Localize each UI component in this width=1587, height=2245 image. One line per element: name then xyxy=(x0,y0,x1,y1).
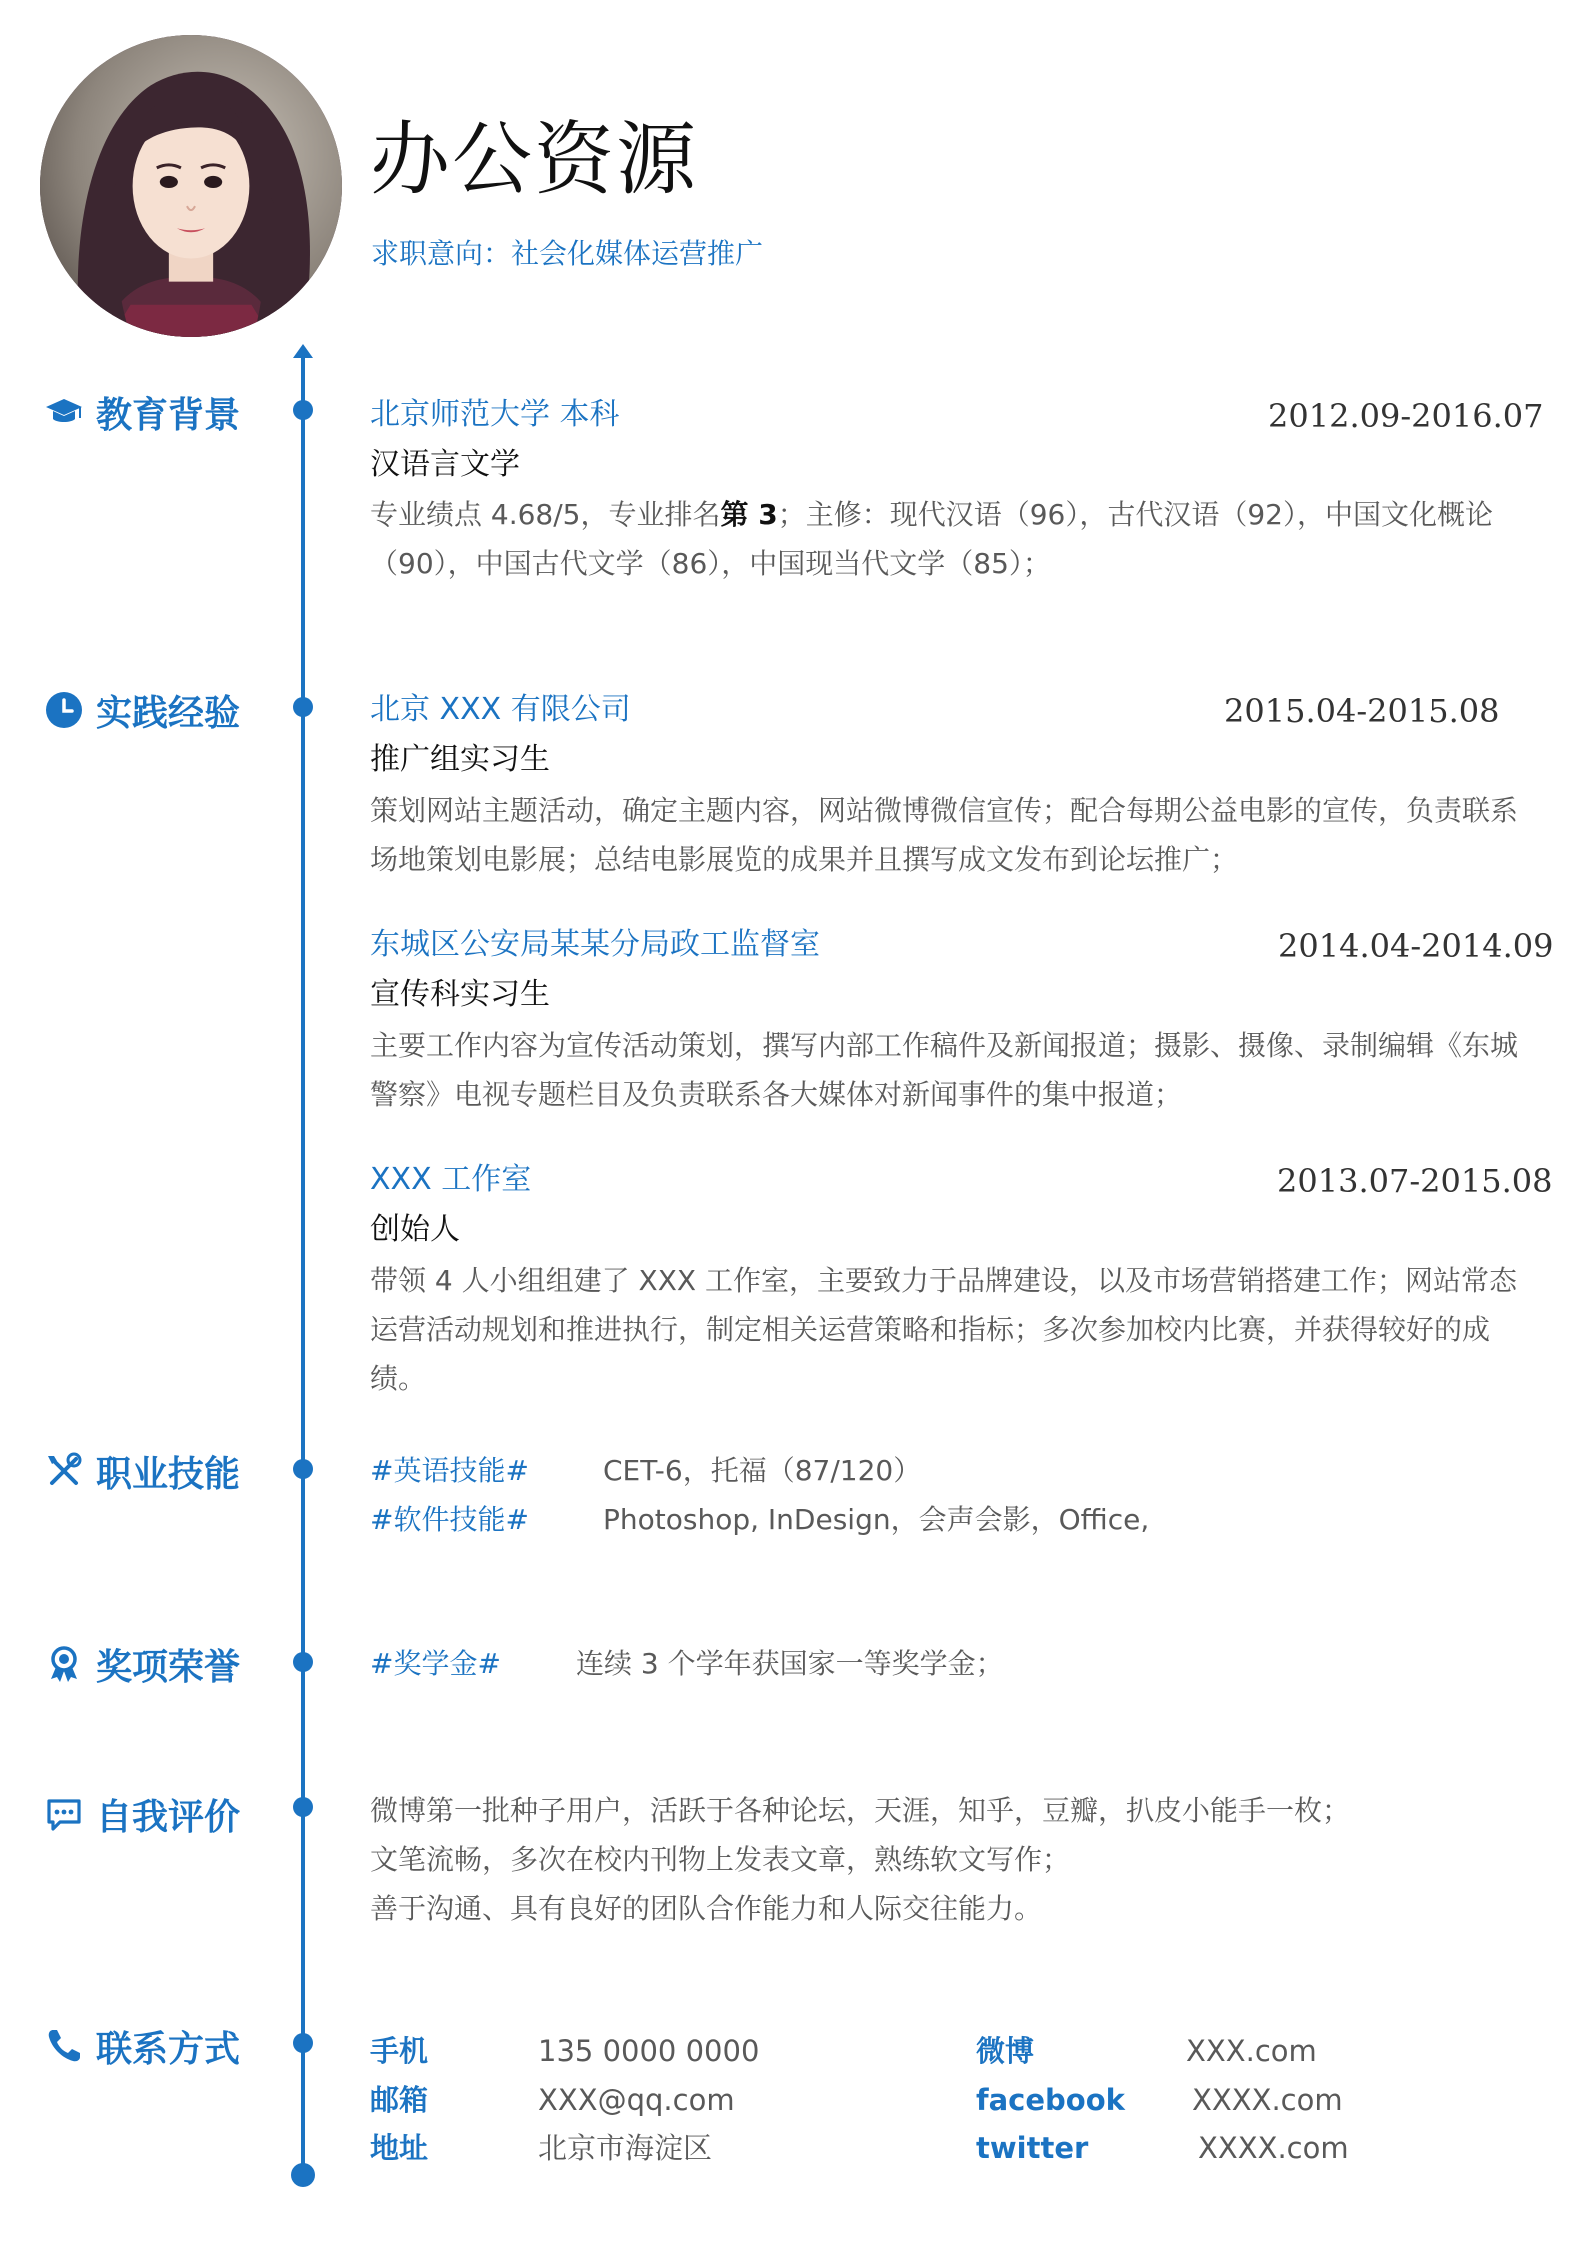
practice-org: XXX 工作室 xyxy=(370,1162,532,1197)
skill-label: #软件技能# xyxy=(370,1503,529,1536)
contact-value-mobile: 135 0000 0000 xyxy=(538,2034,760,2068)
practice-org: 北京 XXX 有限公司 xyxy=(370,692,631,727)
section-title-text: 奖项荣誉 xyxy=(96,1646,241,1688)
self-evaluation-line: 微博第一批种子用户，活跃于各种论坛，天涯，知乎，豆瓣，扒皮小能手一枚； xyxy=(370,1794,1351,1827)
candidate-name: 办公资源 xyxy=(370,113,698,206)
skill-value: CET-6，托福（87/120） xyxy=(603,1454,922,1487)
practice-description: 主要工作内容为宣传活动策划，撰写内部工作稿件及新闻报道；摄影、摄像、录制编辑《东城警察》电视专题栏目及负责联系各大媒体对新闻事件的集中报道； xyxy=(370,1029,1519,1111)
phone-icon xyxy=(44,2026,84,2066)
timeline-dot xyxy=(293,1797,313,1817)
section-title-contact xyxy=(44,2026,241,2070)
section-title-text: 教育背景 xyxy=(96,394,241,436)
section-title-text: 实践经验 xyxy=(96,692,241,734)
education-date: 2012.09-2016.07 xyxy=(1268,397,1544,435)
section-title-text: 联系方式 xyxy=(96,2028,241,2070)
practice-description: 策划网站主题活动，确定主题内容，网站微博微信宣传；配合每期公益电影的宣传，负责联系场地策划电影展；总结电影展览的成果并且撰写成文发布到论坛推广； xyxy=(370,794,1519,876)
timeline-dot xyxy=(293,1459,313,1479)
timeline-end-dot xyxy=(291,2163,315,2187)
self-evaluation-line: 善于沟通、具有良好的团队合作能力和人际交往能力。 xyxy=(370,1892,1043,1925)
contact-label-weibo: 微博 xyxy=(976,2034,1035,2068)
practice-date: 2015.04-2015.08 xyxy=(1224,692,1500,730)
education-desc-text: 专业绩点 4.68/5，专业排名 xyxy=(370,498,721,531)
graduation-cap-icon xyxy=(44,392,84,432)
education-major: 汉语言文学 xyxy=(370,447,520,482)
practice-role: 推广组实习生 xyxy=(370,742,550,777)
section-title-awards xyxy=(44,1644,241,1688)
contact-label-twitter: twitter xyxy=(976,2131,1089,2165)
practice-role: 宣传科实习生 xyxy=(370,977,550,1012)
award-label: #奖学金# xyxy=(370,1647,501,1680)
contact-value-address: 北京市海淀区 xyxy=(538,2131,713,2165)
education-school: 北京师范大学 本科 xyxy=(370,397,620,432)
contact-label-facebook: facebook xyxy=(976,2083,1125,2117)
education-rank: 第 3 xyxy=(720,498,778,531)
timeline-line xyxy=(301,355,305,2175)
contact-label-address: 地址 xyxy=(370,2131,429,2165)
clock-icon xyxy=(44,690,84,730)
practice-date: 2013.07-2015.08 xyxy=(1277,1162,1553,1200)
award-ribbon-icon xyxy=(44,1644,84,1684)
timeline-dot xyxy=(293,2033,313,2053)
portrait-illustration xyxy=(40,35,342,337)
practice-role: 创始人 xyxy=(370,1212,460,1247)
award-value: 连续 3 个学年获国家一等奖学金； xyxy=(576,1647,1004,1680)
practice-description: 带领 4 人小组组建了 XXX 工作室，主要致力于品牌建设，以及市场营销搭建工作；网站常态运营活动规划和推进执行，制定相关运营策略和指标；多次参加校内比赛，并获得较好的成绩。 xyxy=(370,1264,1517,1395)
tools-icon xyxy=(44,1451,84,1491)
chat-bubble-icon xyxy=(44,1794,84,1834)
self-evaluation-text xyxy=(370,1786,1530,1933)
self-evaluation-line: 文笔流畅，多次在校内刊物上发表文章，熟练软文写作； xyxy=(370,1843,1071,1876)
section-title-practice xyxy=(44,690,241,734)
timeline-dot xyxy=(293,697,313,717)
section-title-text: 职业技能 xyxy=(96,1453,241,1495)
section-title-self-evaluation xyxy=(44,1794,241,1838)
contact-value-email: XXX@qq.com xyxy=(538,2083,735,2117)
timeline-dot xyxy=(293,400,313,420)
section-title-education xyxy=(44,392,241,436)
section-title-skills xyxy=(44,1451,241,1495)
skill-label: #英语技能# xyxy=(370,1454,529,1487)
profile-photo xyxy=(40,35,342,337)
section-title-text: 自我评价 xyxy=(96,1796,241,1838)
contact-value-twitter: XXXX.com xyxy=(1198,2131,1349,2165)
contact-value-facebook: XXXX.com xyxy=(1192,2083,1343,2117)
contact-label-mobile: 手机 xyxy=(370,2034,429,2068)
education-desc-text: ；主修：现代汉语（96），古代汉语（92），中国文化概论（90），中国古代文学（86），中国现当代文学（85）； xyxy=(370,498,1493,580)
contact-value-weibo: XXX.com xyxy=(1186,2034,1317,2068)
skill-value: Photoshop, InDesign，会声会影，Office, xyxy=(603,1503,1150,1536)
contact-label-email: 邮箱 xyxy=(370,2083,429,2117)
practice-org: 东城区公安局某某分局政工监督室 xyxy=(370,927,820,962)
practice-date: 2014.04-2014.09 xyxy=(1278,927,1554,965)
education-description xyxy=(370,490,1530,588)
job-intent: 求职意向：社会化媒体运营推广 xyxy=(371,237,764,270)
timeline-dot xyxy=(293,1652,313,1672)
